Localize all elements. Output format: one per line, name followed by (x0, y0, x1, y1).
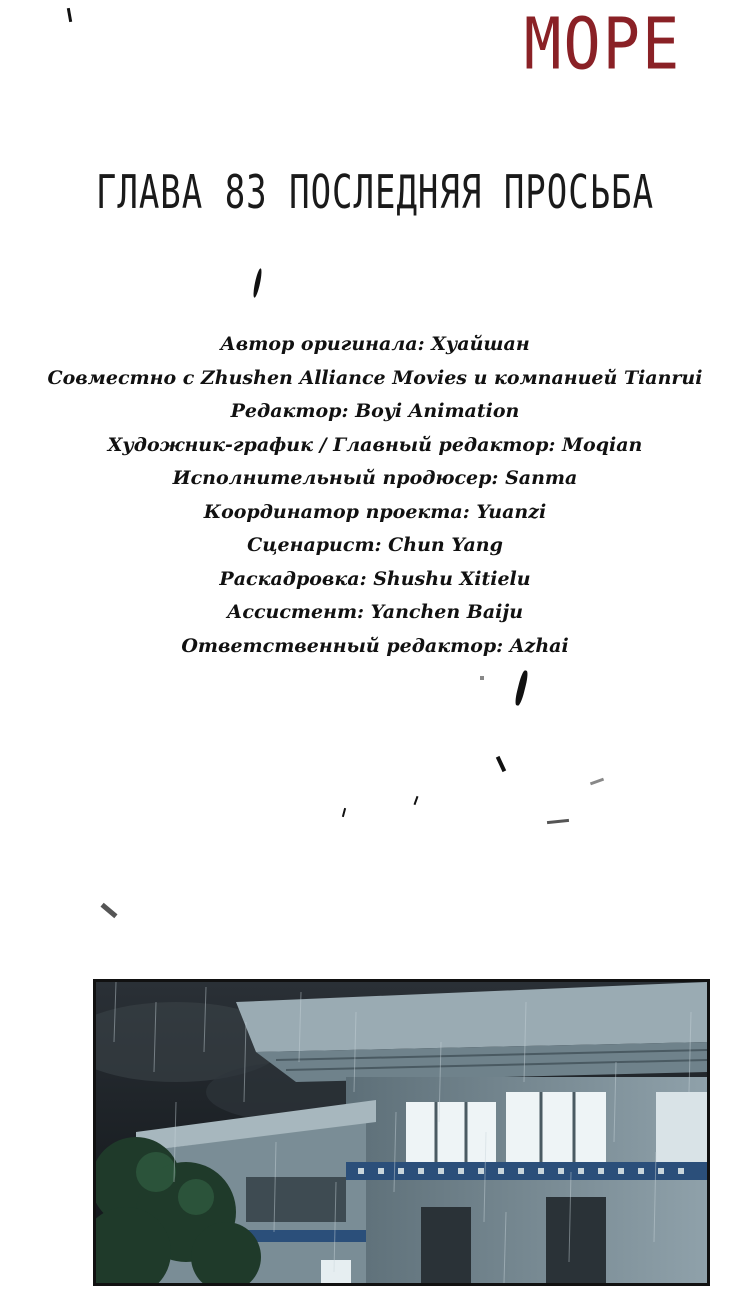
illustration-panel (93, 979, 710, 1286)
shard-decoration (590, 778, 604, 786)
shard-decoration (252, 268, 263, 298)
shard-decoration (100, 903, 117, 918)
shard-decoration (547, 819, 569, 824)
shard-decoration (342, 808, 346, 817)
credit-line: Раскадровка: Shushu Xitielu (219, 567, 531, 590)
shard-decoration (67, 8, 72, 22)
shard-decoration (414, 796, 419, 805)
shard-decoration (514, 670, 530, 707)
chapter-title: ГЛАВА 83 ПОСЛЕДНЯЯ ПРОСЬБА (95, 166, 655, 220)
shard-decoration (480, 676, 484, 680)
credit-line: Координатор проекта: Yuanzi (203, 500, 547, 523)
credits-list (0, 328, 750, 663)
credit-line: Исполнительный продюсер: Sanma (172, 467, 578, 489)
credit-line: Совместно с Zhushen Alliance Movies и компанией Tianrui (47, 366, 703, 389)
credit-line: Сценарист: Chun Yang (247, 534, 503, 556)
credit-line: Ассистент: Yanchen Baiju (226, 601, 524, 623)
credit-line: Ответственный редактор: Azhai (181, 634, 569, 657)
credit-line: Художник-график / Главный редактор: Moqian (107, 433, 643, 456)
logo: МОРЕ (524, 2, 682, 86)
credit-line: Редактор: Boyi Animation (230, 400, 520, 422)
credit-line: Автор оригинала: Хуайшан (220, 333, 530, 355)
shard-decoration (496, 756, 506, 772)
building-illustration (96, 982, 707, 1283)
